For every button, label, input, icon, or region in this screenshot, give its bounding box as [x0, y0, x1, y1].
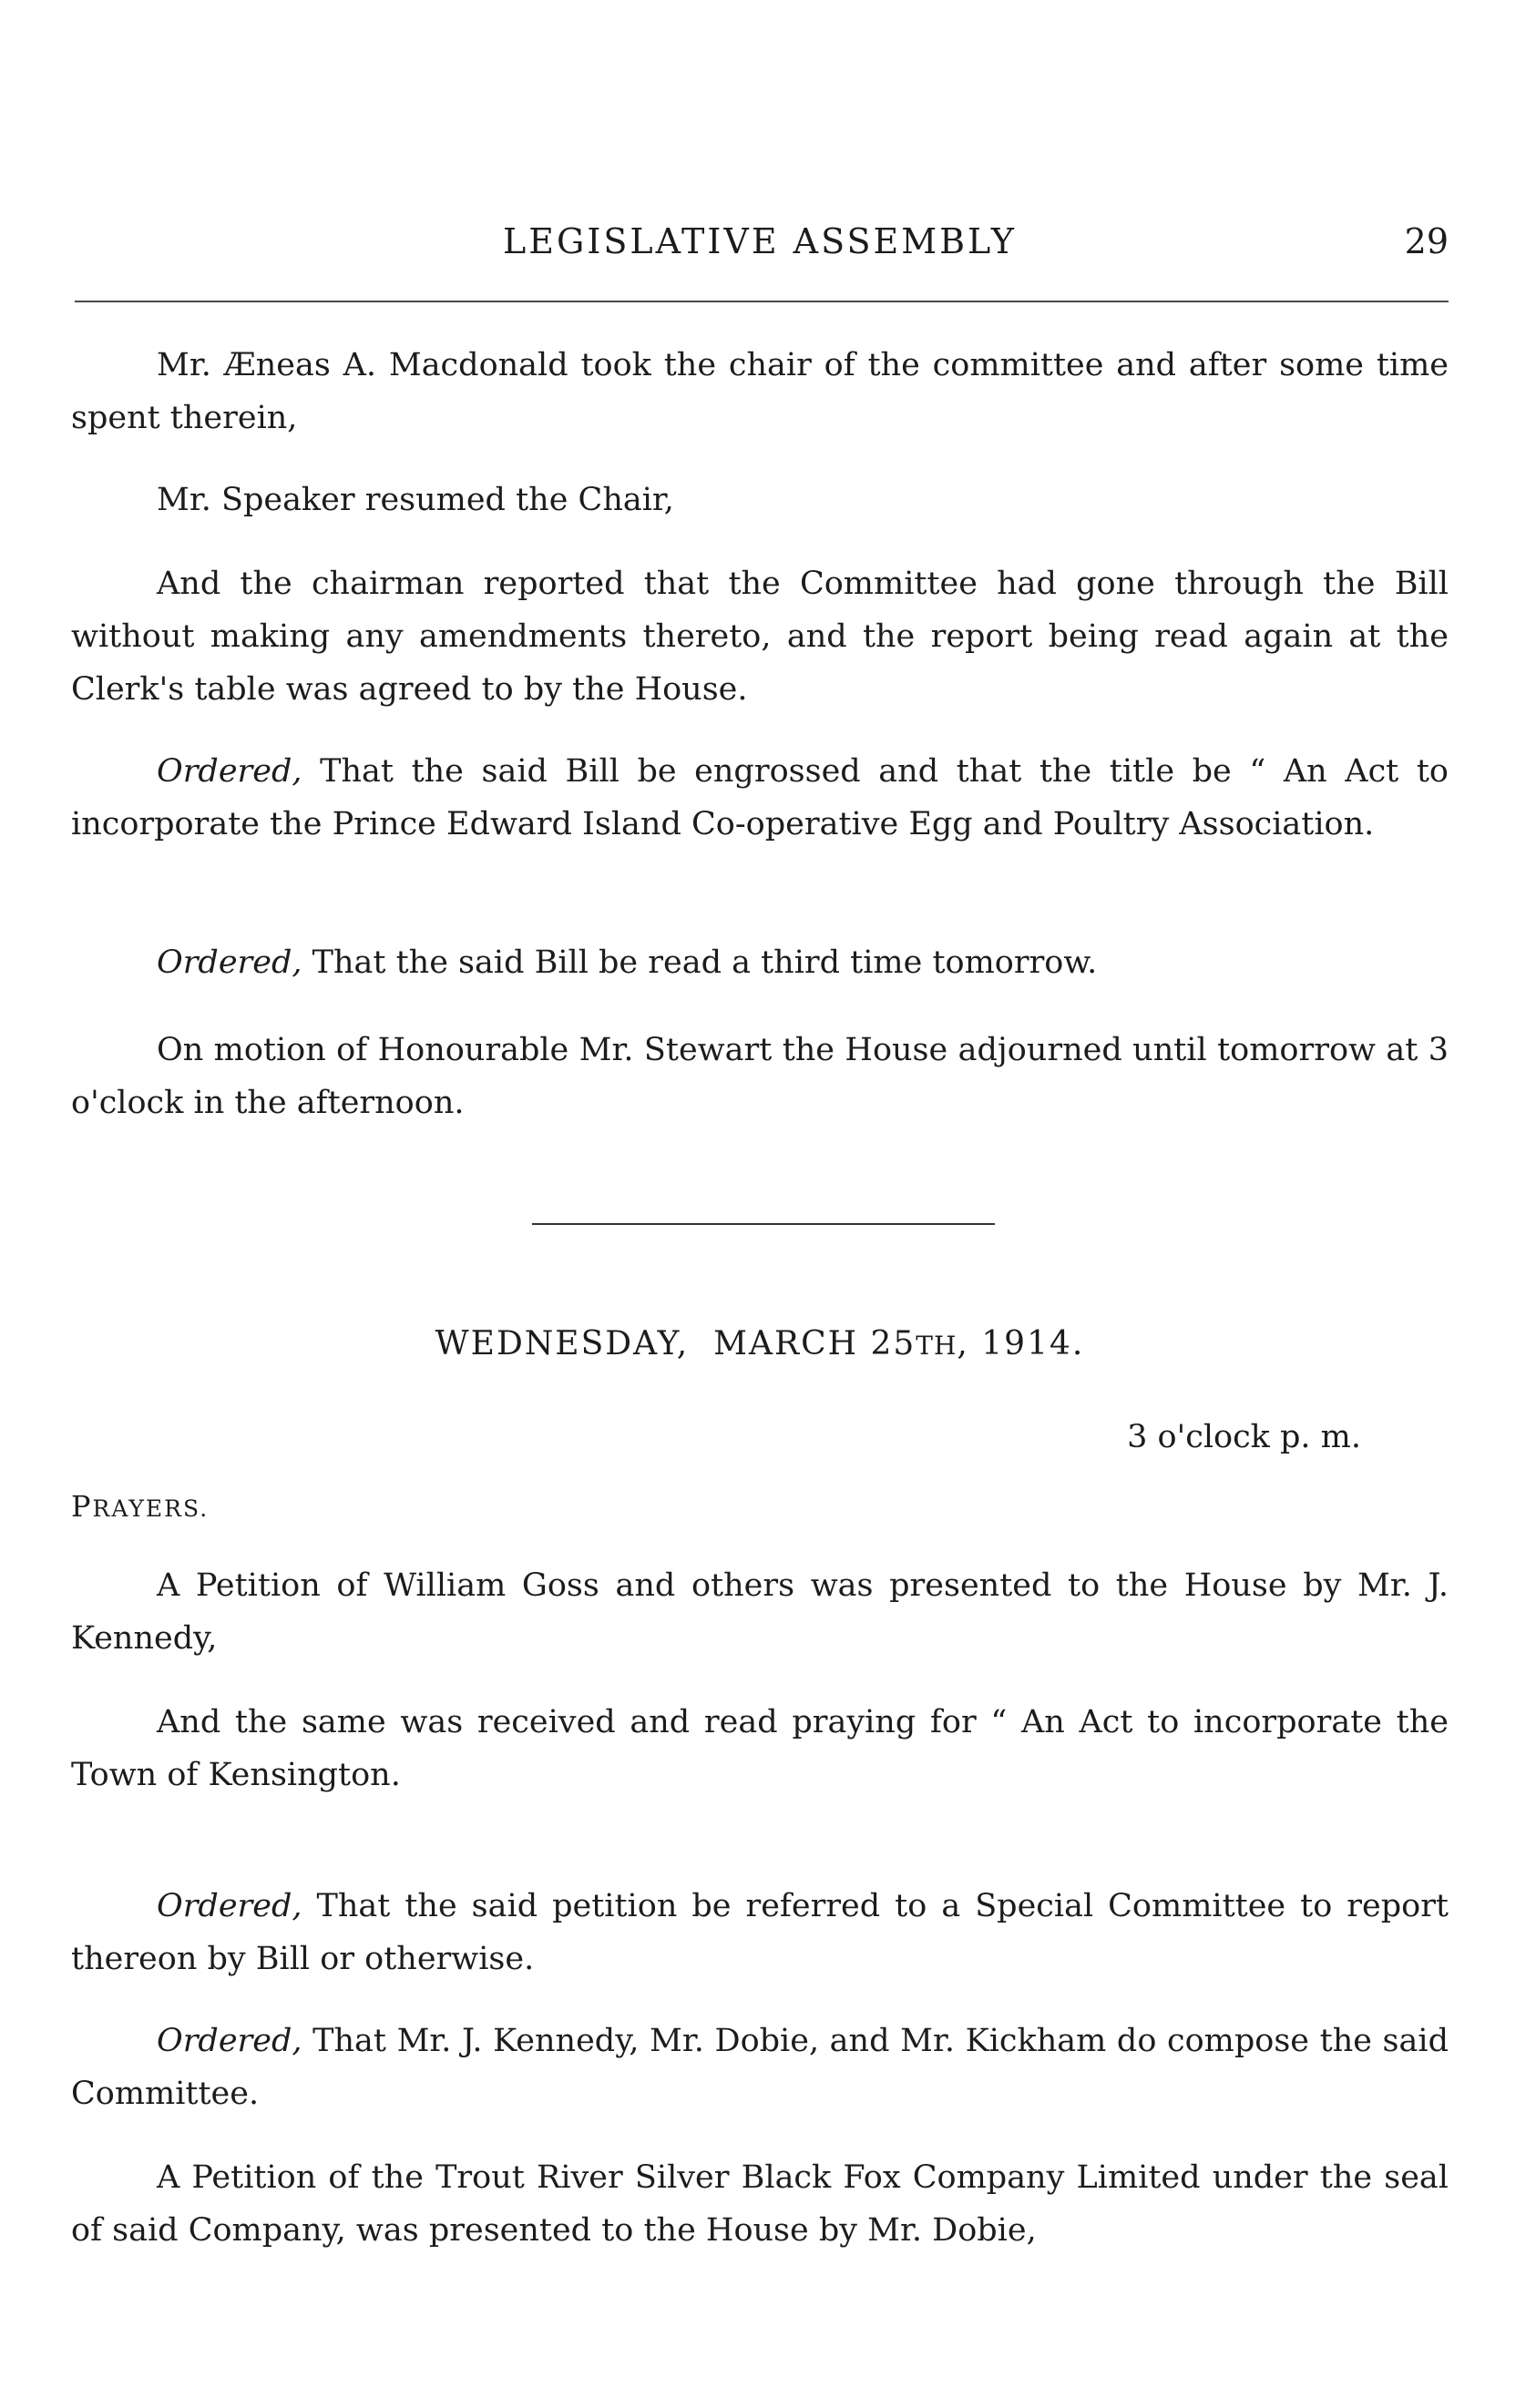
paragraph-adjournment: On motion of Honourable Mr. Stewart the House adjourned until tomorrow at 3 o'clock in the afternoon.: [71, 1032, 1449, 1121]
ordered-text: That the said petition be referred to a Special Committee to report thereon by Bill or otherwise.: [71, 1888, 1449, 1977]
date-suffix: TH: [916, 1331, 957, 1361]
ordered-label: Ordered,: [157, 1888, 302, 1924]
header-rule: [75, 301, 1449, 302]
page-number: 29: [1404, 221, 1449, 261]
running-title: LEGISLATIVE ASSEMBLY: [503, 221, 1017, 261]
paragraph-petition-trout-river: A Petition of the Trout River Silver Black Fox Company Limited under the seal of said Company, was presented to the House by Mr. Dobie,: [71, 2159, 1449, 2249]
date-day: WEDNESDAY,: [435, 1325, 690, 1362]
sitting-date-heading: [71, 1319, 1449, 1372]
paragraph-petition-goss: A Petition of William Goss and others was presented to the House by Mr. J. Kennedy,: [71, 1567, 1449, 1657]
prayers-initial: P: [71, 1489, 93, 1524]
paragraph-ordered-special-committee: [71, 1880, 1449, 1985]
ordered-text: That Mr. J. Kennedy, Mr. Dobie, and Mr. Kickham do compose the said Committee.: [71, 2023, 1449, 2112]
paragraph-ordered-third-reading: [71, 936, 1449, 989]
paragraph-ordered-committee-members: [71, 2015, 1449, 2120]
paragraph-petition-kensington: And the same was received and read praying for “ An Act to incorporate the Town of Kensington.: [71, 1704, 1449, 1793]
date-month: MARCH: [713, 1325, 859, 1362]
running-head: [71, 219, 1449, 264]
ordered-label: Ordered,: [157, 2023, 302, 2059]
ordered-text: That the said Bill be read a third time tomorrow.: [302, 944, 1098, 981]
ordered-text: That the said Bill be engrossed and that the title be “ An Act to incorporate the Prince Edward Island Co-operative Egg and Poultry Association.: [71, 753, 1449, 842]
paragraph-ordered-engrossed: [71, 745, 1449, 851]
section-divider: [532, 1223, 995, 1225]
paragraph-chairman-report: And the chairman reported that the Committee had gone through the Bill without making any amendments thereto, and the report being read again at the Clerk's table was agreed to by the House.: [71, 566, 1449, 708]
paragraph-speaker-resumed: Mr. Speaker resumed the Chair,: [157, 482, 674, 518]
date-num: 25: [870, 1325, 916, 1362]
date-year: , 1914.: [957, 1325, 1085, 1362]
sitting-time: 3 o'clock p. m.: [1127, 1419, 1361, 1455]
prayers-rest: RAYERS.: [92, 1495, 210, 1522]
ordered-label: Ordered,: [157, 944, 302, 981]
prayers-heading: [71, 1481, 209, 1535]
paragraph-committee-chair: Mr. Æneas A. Macdonald took the chair of the committee and after some time spent therein,: [71, 347, 1449, 436]
ordered-label: Ordered,: [157, 753, 302, 790]
